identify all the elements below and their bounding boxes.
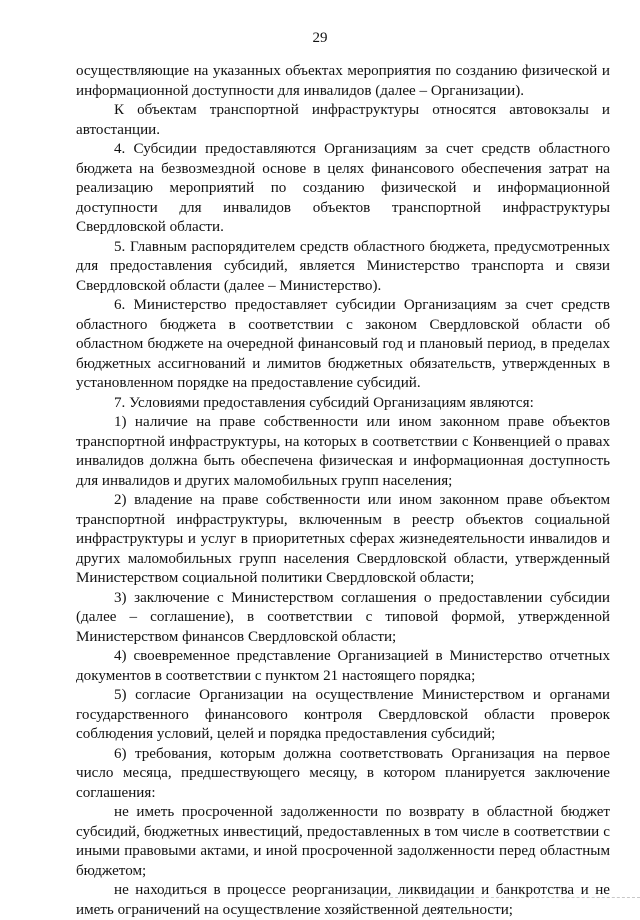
- document-body: [76, 62, 610, 920]
- paragraph-requirement-reorganization: не находиться в процессе реорганизации, ликвидации и банкротства и не иметь ограничений на осуществление хозяйственной деятельности;: [76, 882, 610, 918]
- scan-edge-line: [370, 897, 640, 899]
- paragraph-item-4: 4. Субсидии предоставляются Организациям за счет средств областного бюджета на безвозмездной основе в целях финансового обеспечения затрат на реализацию мероприятий по созданию физической и информационной доступности для инвалидов объектов транспортной инфраструктуры Свердловской области.: [76, 141, 610, 235]
- paragraph-condition-2: 2) владение на праве собственности или ином законном праве объектом транспортной инфраструктуры, включенным в реестр объектов социальной инфраструктуры и услуг в приоритетных сферах жизнедеятельности инвалидов и других маломобильных групп населения Свердловской области, утвержденный Министерством социальной политики Свердловской области;: [76, 492, 610, 586]
- paragraph-condition-3: 3) заключение с Министерством соглашения о предоставлении субсидии (далее – соглашение), в соответствии с типовой формой, утвержденной Министерством финансов Свердловской области;: [76, 589, 610, 645]
- paragraph-item-5: 5. Главным распорядителем средств областного бюджета, предусмотренных для предоставления субсидий, является Министерство транспорта и связи Свердловской области (далее – Министерство).: [76, 238, 610, 294]
- paragraph-requirement-debt: не иметь просроченной задолженности по возврату в областной бюджет субсидий, бюджетных инвестиций, предоставленных в том числе в соответствии с иными правовыми актами, и иной просроченной задолженности перед областным бюджетом;: [76, 804, 610, 879]
- paragraph-condition-6: 6) требования, которым должна соответствовать Организация на первое число месяца, предшествующего месяцу, в котором планируется заключение соглашения:: [76, 745, 610, 801]
- paragraph-condition-4: 4) своевременное представление Организацией в Министерство отчетных документов в соответствии с пунктом 21 настоящего порядка;: [76, 648, 610, 684]
- paragraph-condition-1: 1) наличие на праве собственности или ином законном праве объектов транспортной инфраструктуры, на которых в соответствии с Конвенцией о правах инвалидов должна быть обеспечена физическая и информационная доступность для инвалидов и других маломобильных групп населения;: [76, 414, 610, 489]
- paragraph-item-7: 7. Условиями предоставления субсидий Организациям являются:: [114, 394, 534, 411]
- paragraph-item-6: 6. Министерство предоставляет субсидии Организациям за счет средств областного бюджета в соответствии с законом Свердловской области об областном бюджете на очередной финансовый год и плановый период, в пределах бюджетных ассигнований и лимитов бюджетных обязательств, утвержденных в установленном порядке на предоставление субсидий.: [76, 297, 610, 391]
- paragraph-transport-objects: К объектам транспортной инфраструктуры относятся автовокзалы и автостанции.: [76, 102, 610, 138]
- page-number: 29: [312, 30, 328, 46]
- paragraph-continuation: осуществляющие на указанных объектах мероприятия по созданию физической и информационной доступности для инвалидов (далее – Организации).: [76, 63, 610, 99]
- paragraph-condition-5: 5) согласие Организации на осуществление Министерством и органами государственного финансового контроля Свердловской области проверок соблюдения условий, целей и порядка предоставления субсидий;: [76, 687, 610, 742]
